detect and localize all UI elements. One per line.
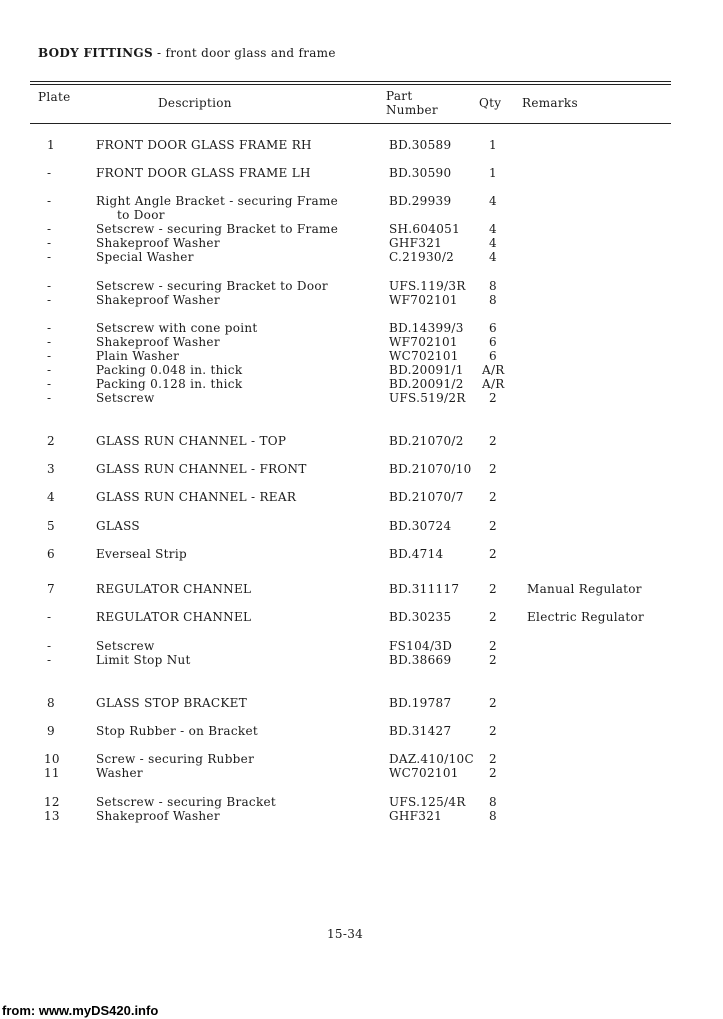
row-qty: 2: [489, 462, 497, 476]
row-plate: 3: [47, 462, 55, 476]
column-header-part-line1: Part: [386, 89, 413, 103]
row-qty: 2: [489, 752, 497, 766]
row-qty: 6: [489, 321, 497, 335]
row-description: FRONT DOOR GLASS FRAME RH: [96, 138, 312, 152]
page-number: 15-34: [327, 927, 364, 941]
row-part-number: UFS.125/4R: [389, 795, 466, 809]
row-description: Stop Rubber - on Bracket: [96, 724, 259, 738]
row-plate: -: [47, 236, 52, 250]
row-description: Packing 0.048 in. thick: [96, 363, 243, 377]
row-remarks: Manual Regulator: [527, 582, 642, 596]
row-part-number: BD.30724: [389, 519, 452, 533]
row-description: Shakeproof Washer: [96, 236, 220, 250]
row-description: Shakeproof Washer: [96, 809, 220, 823]
row-part-number: BD.30590: [389, 166, 452, 180]
row-description: to Door: [117, 208, 165, 222]
row-qty: A/R: [482, 363, 505, 377]
row-description: Setscrew: [96, 639, 155, 653]
row-part-number: WC702101: [389, 766, 459, 780]
row-qty: 6: [489, 349, 497, 363]
row-description: FRONT DOOR GLASS FRAME LH: [96, 166, 311, 180]
header-top-rule: [30, 81, 671, 82]
row-remarks: Electric Regulator: [527, 610, 645, 624]
row-part-number: DAZ.410/10C: [389, 752, 474, 766]
row-qty: 8: [489, 795, 497, 809]
row-plate: -: [47, 391, 52, 405]
row-description: Right Angle Bracket - securing Frame: [96, 194, 339, 208]
row-part-number: UFS.519/2R: [389, 391, 466, 405]
row-plate: 13: [44, 809, 60, 823]
row-description: Packing 0.128 in. thick: [96, 377, 243, 391]
row-qty: 2: [489, 391, 497, 405]
row-description: Everseal Strip: [96, 547, 187, 561]
row-part-number: FS104/3D: [389, 639, 453, 653]
row-part-number: C.21930/2: [389, 250, 455, 264]
row-part-number: BD.38669: [389, 653, 452, 667]
row-part-number: BD.29939: [389, 194, 452, 208]
row-description: Special Washer: [96, 250, 194, 264]
row-qty: 2: [489, 490, 497, 504]
row-qty: 1: [489, 166, 497, 180]
row-part-number: WC702101: [389, 349, 459, 363]
row-part-number: GHF321: [389, 809, 443, 823]
row-qty: 2: [489, 639, 497, 653]
row-part-number: BD.21070/10: [389, 462, 472, 476]
row-description: GLASS: [96, 519, 140, 533]
page-title-bold: BODY FITTINGS: [38, 46, 153, 60]
row-plate: -: [47, 639, 52, 653]
column-header-plate: Plate: [38, 90, 71, 104]
row-description: GLASS RUN CHANNEL - REAR: [96, 490, 297, 504]
row-qty: 2: [489, 696, 497, 710]
row-qty: 2: [489, 434, 497, 448]
row-part-number: WF702101: [389, 335, 458, 349]
row-plate: 10: [44, 752, 60, 766]
row-plate: -: [47, 363, 52, 377]
column-header-description: Description: [158, 96, 232, 110]
row-description: GLASS RUN CHANNEL - FRONT: [96, 462, 307, 476]
row-qty: 2: [489, 519, 497, 533]
row-plate: -: [47, 293, 52, 307]
row-description: Plain Washer: [96, 349, 180, 363]
row-plate: -: [47, 194, 52, 208]
row-plate: 1: [47, 138, 55, 152]
row-part-number: BD.30589: [389, 138, 452, 152]
header-top-rule-2: [30, 84, 671, 85]
row-part-number: BD.21070/2: [389, 434, 464, 448]
row-part-number: UFS.119/3R: [389, 279, 466, 293]
row-qty: 4: [489, 194, 497, 208]
row-plate: 11: [44, 766, 60, 780]
row-plate: 12: [44, 795, 60, 809]
row-description: Washer: [96, 766, 143, 780]
row-part-number: BD.21070/7: [389, 490, 464, 504]
row-qty: A/R: [482, 377, 505, 391]
row-plate: -: [47, 349, 52, 363]
row-plate: 2: [47, 434, 55, 448]
row-plate: -: [47, 610, 52, 624]
header-bottom-rule: [30, 123, 671, 124]
row-qty: 1: [489, 138, 497, 152]
row-qty: 4: [489, 250, 497, 264]
row-qty: 6: [489, 335, 497, 349]
row-plate: -: [47, 279, 52, 293]
row-plate: 9: [47, 724, 55, 738]
row-part-number: BD.31427: [389, 724, 452, 738]
source-footer: from: www.myDS420.info: [2, 1003, 159, 1018]
row-description: REGULATOR CHANNEL: [96, 582, 252, 596]
row-part-number: BD.19787: [389, 696, 452, 710]
row-qty: 2: [489, 610, 497, 624]
row-plate: -: [47, 321, 52, 335]
row-qty: 4: [489, 222, 497, 236]
row-part-number: SH.604051: [389, 222, 461, 236]
row-plate: 8: [47, 696, 55, 710]
column-header-part-line2: Number: [386, 103, 438, 117]
row-plate: -: [47, 166, 52, 180]
row-description: GLASS RUN CHANNEL - TOP: [96, 434, 287, 448]
row-part-number: BD.30235: [389, 610, 452, 624]
column-header-remarks: Remarks: [522, 96, 578, 110]
row-description: Setscrew: [96, 391, 155, 405]
row-part-number: WF702101: [389, 293, 458, 307]
row-qty: 2: [489, 582, 497, 596]
page-title: [38, 46, 336, 60]
row-qty: 8: [489, 279, 497, 293]
row-part-number: BD.20091/1: [389, 363, 464, 377]
row-plate: -: [47, 222, 52, 236]
row-plate: 5: [47, 519, 55, 533]
column-header-qty: Qty: [479, 96, 502, 110]
row-description: Setscrew - securing Bracket to Door: [96, 279, 328, 293]
row-description: Limit Stop Nut: [96, 653, 191, 667]
row-part-number: BD.20091/2: [389, 377, 464, 391]
row-plate: -: [47, 653, 52, 667]
row-description: REGULATOR CHANNEL: [96, 610, 252, 624]
row-description: Shakeproof Washer: [96, 293, 220, 307]
row-qty: 4: [489, 236, 497, 250]
row-description: Shakeproof Washer: [96, 335, 220, 349]
row-plate: -: [47, 250, 52, 264]
row-qty: 2: [489, 547, 497, 561]
row-qty: 8: [489, 809, 497, 823]
row-description: Setscrew - securing Bracket to Frame: [96, 222, 339, 236]
row-qty: 2: [489, 766, 497, 780]
row-part-number: BD.14399/3: [389, 321, 464, 335]
row-description: GLASS STOP BRACKET: [96, 696, 248, 710]
row-qty: 2: [489, 724, 497, 738]
row-plate: 7: [47, 582, 55, 596]
row-description: Setscrew - securing Bracket: [96, 795, 277, 809]
row-qty: 2: [489, 653, 497, 667]
row-part-number: BD.311117: [389, 582, 460, 596]
row-plate: 4: [47, 490, 55, 504]
row-plate: -: [47, 335, 52, 349]
row-qty: 8: [489, 293, 497, 307]
row-part-number: GHF321: [389, 236, 443, 250]
row-description: Screw - securing Rubber: [96, 752, 255, 766]
page-title-rest: - front door glass and frame: [152, 46, 336, 60]
row-plate: -: [47, 377, 52, 391]
row-plate: 6: [47, 547, 55, 561]
row-description: Setscrew with cone point: [96, 321, 258, 335]
row-part-number: BD.4714: [389, 547, 444, 561]
